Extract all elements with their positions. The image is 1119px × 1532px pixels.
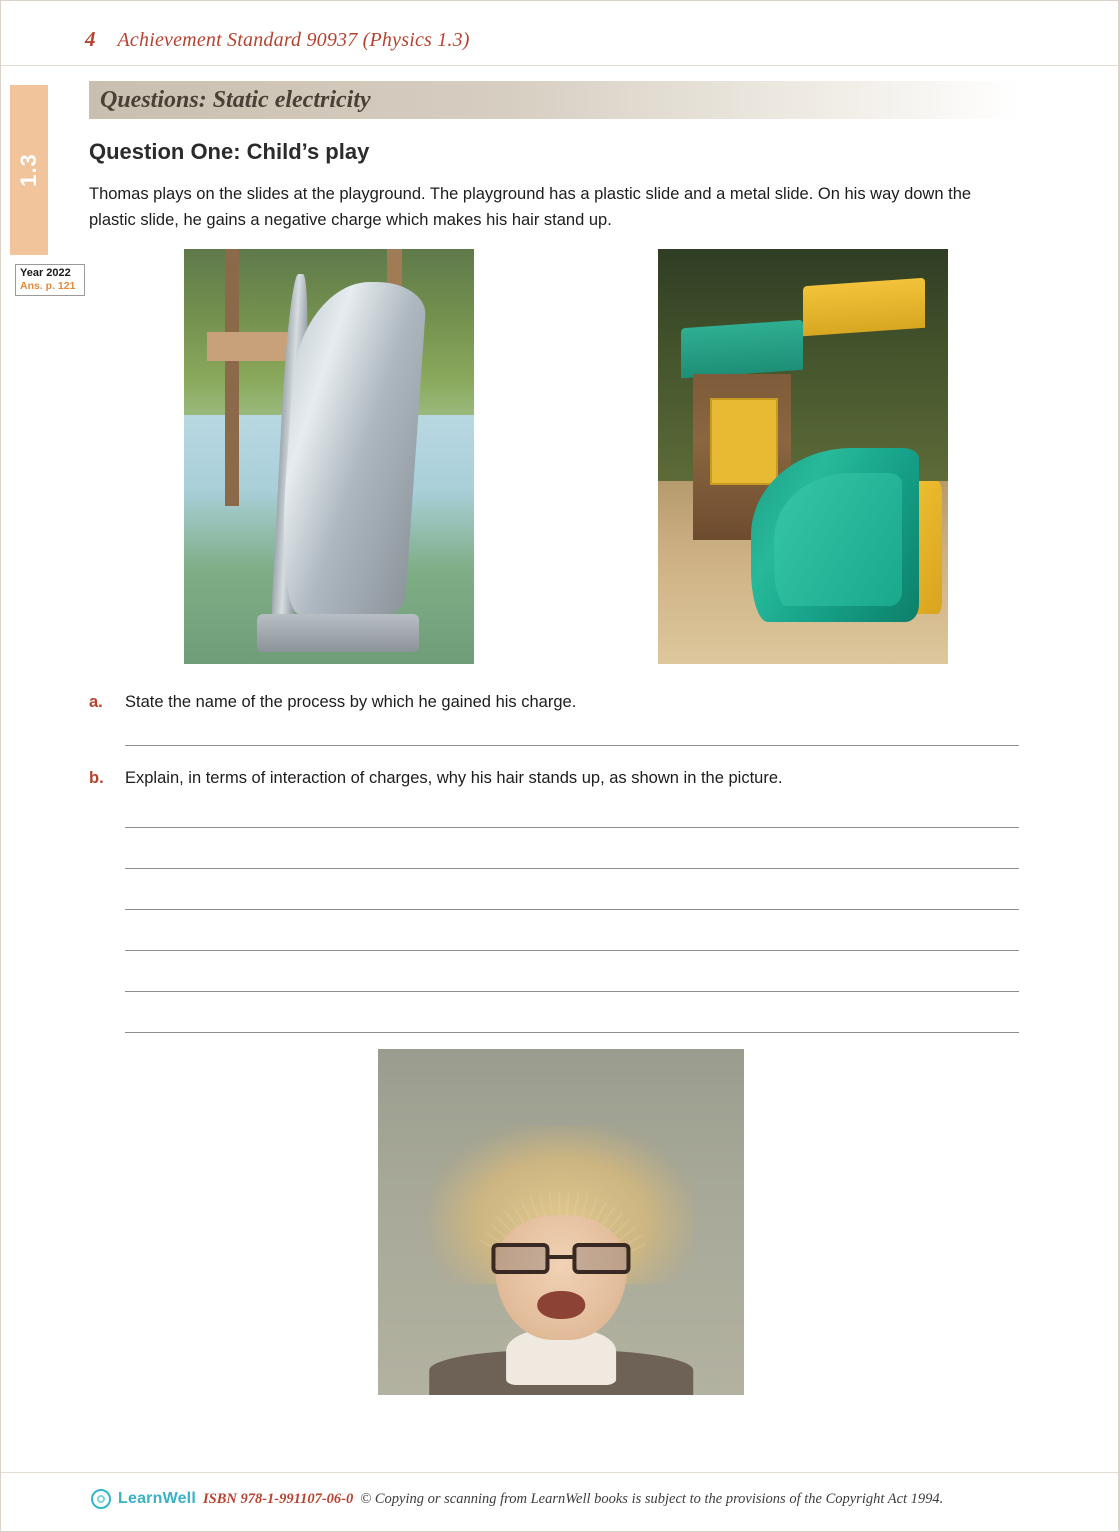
playground-green-roof — [681, 319, 803, 377]
question-heading: Question One: Child’s play — [89, 139, 370, 164]
child-static-hair-photo — [378, 1049, 744, 1395]
glasses-left-lens — [491, 1243, 549, 1274]
answer-line[interactable] — [125, 868, 1019, 869]
section-banner-title: Questions: Static electricity — [100, 87, 371, 113]
part-a-letter: a. — [89, 693, 103, 711]
playground-activity-panel — [710, 398, 778, 485]
playground-yellow-roof — [803, 278, 925, 336]
answer-line[interactable] — [125, 827, 1019, 828]
year-label: Year 2022 — [20, 267, 71, 279]
part-b-letter: b. — [89, 769, 104, 787]
year-answer-box — [15, 264, 85, 296]
page-footer — [1, 1472, 1118, 1531]
child-face — [495, 1215, 627, 1340]
slide-base — [257, 614, 419, 651]
footer-content — [91, 1489, 943, 1509]
page-number: 4 — [85, 27, 96, 51]
brand-name: LearnWell — [118, 1490, 196, 1507]
question-intro-text: Thomas plays on the slides at the playground. The playground has a plastic slide and a metal slide. On his way down the plastic slide, he gains a negative charge which makes his hair stand up. — [89, 185, 972, 229]
answer-line[interactable] — [125, 991, 1019, 992]
playground-post — [225, 249, 240, 506]
metal-slide-photo — [184, 249, 474, 664]
page-header — [1, 1, 1118, 66]
part-b-text: Explain, in terms of interaction of charges, why his hair stands up, as shown in the picture. — [125, 769, 783, 787]
glasses-bridge — [550, 1255, 572, 1259]
glasses-icon — [491, 1243, 630, 1274]
answer-line[interactable] — [125, 745, 1019, 746]
page-title: Achievement Standard 90937 (Physics 1.3) — [117, 29, 470, 51]
answer-line[interactable] — [125, 909, 1019, 910]
figures-row — [89, 249, 1019, 665]
standard-side-tab — [10, 85, 48, 255]
plastic-green-slide-photo — [658, 249, 948, 664]
glasses-right-lens — [572, 1243, 630, 1274]
answer-page-label: Ans. p. 121 — [20, 279, 76, 292]
learnwell-logo-icon — [91, 1489, 111, 1509]
isbn-text: ISBN 978-1-991107-06-0 — [202, 1490, 354, 1507]
answer-line[interactable] — [125, 950, 1019, 951]
side-tab-label: 1.3 — [16, 153, 41, 187]
section-banner — [89, 81, 1019, 119]
answer-line[interactable] — [125, 1032, 1019, 1033]
header-content — [85, 27, 470, 52]
child-mouth — [537, 1291, 585, 1319]
copyright-text: © Copying or scanning from LearnWell books is subject to the provisions of the Copyright Act 1994. — [360, 1490, 944, 1507]
part-a-text: State the name of the process by which he gained his charge. — [125, 693, 577, 711]
